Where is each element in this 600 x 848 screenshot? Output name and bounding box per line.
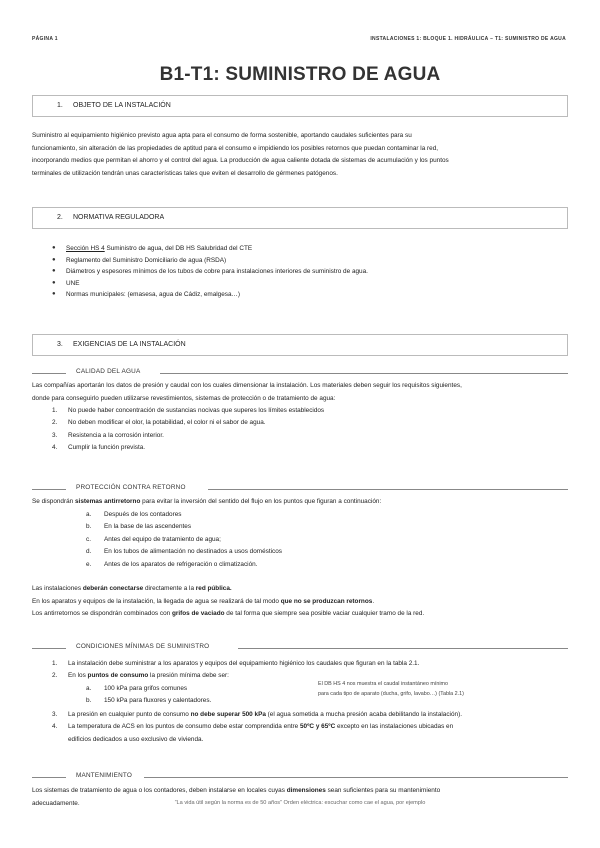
divider <box>32 648 66 649</box>
bold-text: 50ºC y 65ºC <box>299 723 336 731</box>
list-item <box>52 709 462 721</box>
list-item <box>86 509 282 521</box>
list-item-text: Resistencia a la corrosión interior. <box>68 431 164 439</box>
list-number: 4. <box>52 444 58 452</box>
text: . <box>372 597 375 605</box>
side-note-line: El DB HS 4 nos muestra el caudal instantáneo mínimo <box>318 681 449 687</box>
section-number: 1. <box>57 102 63 109</box>
list-letter: b. <box>86 697 92 705</box>
retorno-paragraphs <box>32 583 572 621</box>
list-item-text: Antes de los aparatos de refrigeración o climatización. <box>104 560 258 568</box>
retorno-line <box>32 583 572 596</box>
divider <box>160 373 568 374</box>
list-letter: c. <box>86 535 91 543</box>
text: sean suficientes para su mantenimiento <box>325 787 441 794</box>
list-letter: a. <box>86 685 92 692</box>
presion-list <box>86 683 211 708</box>
text: directamente a la <box>143 585 196 592</box>
list-letter: d. <box>86 548 92 556</box>
list-item <box>52 243 368 255</box>
subheading-retorno <box>32 484 568 494</box>
objeto-line: incorporando medios que permitan el ahorro y el control del agua. La producción de agua caliente dotada de sistemas de acumulación y los puntos <box>32 157 449 165</box>
bold-text: red pública. <box>195 585 232 592</box>
subheading-condiciones <box>32 643 568 653</box>
text: excepto en las instalaciones ubicadas en <box>335 723 454 731</box>
list-item <box>52 658 420 670</box>
text: Los sistemas de tratamiento de agua o los contadores, deben instalarse en locales cuyas <box>32 787 287 794</box>
objeto-line: Suministro al equipamiento higiénico previsto agua apta para el consumo de forma sostenible, aportando caudales suficientes para su <box>32 132 412 139</box>
bold-text: que no se produzcan retornos <box>280 597 373 605</box>
divider <box>144 777 568 778</box>
section-number: 3. <box>57 341 63 348</box>
text: Los antirretornos se dispondrán combinados con <box>32 610 172 618</box>
list-number: 2. <box>52 672 58 680</box>
list-item-text: La instalación debe suministrar a los aparatos y equipos del equipamiento higiénico los caudales que figuran en la tabla 2.1. <box>68 660 420 667</box>
divider <box>32 777 66 778</box>
text: La temperatura de ACS en los puntos de consumo debe estar comprendida entre <box>68 723 300 731</box>
list-item <box>52 405 325 417</box>
subheading-text: CALIDAD DEL AGUA <box>76 368 141 375</box>
list-item <box>86 546 282 558</box>
section-box-exigencias <box>32 334 568 356</box>
list-item-text: 100 kPa para grifos comunes <box>104 685 188 692</box>
list-item <box>52 430 324 442</box>
objeto-line: funcionamiento, sin alteración de las propiedades de aptitud para el consumo e impidiendo los posibles retornos que puedan contaminar la red, <box>32 144 439 152</box>
calidad-intro-line: donde para conseguirlo pueden utilizarse revestimientos, sistemas de protección o de tratamiento de agua: <box>32 394 336 402</box>
list-item-continuation <box>68 734 462 746</box>
list-item-text: Después de los contadores <box>104 511 182 518</box>
footnote: “La vida útil según la norma es de 50 años” Orden eléctrica: escuchar como cae el agua, por ejemplo <box>174 800 426 806</box>
section-label: OBJETO DE LA INSTALACIÓN <box>73 102 171 109</box>
list-number: 4. <box>52 723 58 731</box>
list-item-text: Suministro de agua, del DB HS Salubridad del CTE <box>104 245 253 252</box>
divider <box>238 648 568 649</box>
bold-text: deberán conectarse <box>82 585 144 592</box>
mantenimiento-line: adecuadamente. <box>32 799 80 807</box>
list-item <box>86 521 282 533</box>
bold-text: sistemas antirretorno <box>75 498 141 505</box>
text: para evitar la inversión del sentido del flujo en los puntos que figuran a continuación: <box>140 498 382 505</box>
subheading-text: CONDICIONES MÍNIMAS DE SUMINISTRO <box>76 643 210 650</box>
list-item <box>52 442 324 454</box>
list-letter: a. <box>86 511 92 518</box>
list-item <box>86 559 282 571</box>
section-label: NORMATIVA REGULADORA <box>73 214 165 221</box>
retorno-line <box>32 608 572 621</box>
bold-text: no debe superar 500 kPa <box>190 711 266 718</box>
list-letter: b. <box>86 523 92 531</box>
list-item <box>86 695 211 707</box>
list-letter: e. <box>86 560 92 568</box>
list-item: ● Normas municipales: (emasesa, agua de Cádiz, emalgesa…) <box>52 289 368 301</box>
list-item: ● Diámetros y espesores mínimos de los tubos de cobre para instalaciones interiores de suministro de agua. <box>52 266 368 278</box>
list-number: 1. <box>52 660 58 667</box>
condiciones-list-cont <box>52 709 462 746</box>
objeto-paragraph <box>32 130 572 180</box>
text: (el agua sometida a mucha presión acaba debilitando la instalación). <box>265 711 462 718</box>
text: En los <box>68 672 88 680</box>
hs4-link[interactable]: Sección HS 4 <box>66 245 105 252</box>
list-number: 1. <box>52 407 58 414</box>
list-item <box>86 683 211 695</box>
section-box-normativa <box>32 207 568 229</box>
text: Se dispondrán <box>32 498 75 505</box>
mantenimiento-paragraph <box>32 785 572 810</box>
subheading-mantenimiento <box>32 772 568 782</box>
list-item-text: En los tubos de alimentación no destinados a usos domésticos <box>104 548 282 556</box>
text: En los aparatos y equipos de la instalación, la llegada de agua se realizará de tal modo <box>32 597 281 605</box>
side-note-line: para cada tipo de aparato (ducha, grifo, lavabo…) (Tabla 2.1) <box>318 691 464 697</box>
text: de tal forma que siempre sea posible vaciar cualquier tramo de la red. <box>224 610 425 618</box>
page-title: B1-T1: SUMINISTRO DE AGUA <box>159 64 441 85</box>
document-header: INSTALACIONES 1: BLOQUE 1. HIDRÁULICA – T1: SUMINISTRO DE AGUA <box>370 36 566 42</box>
retorno-list <box>86 509 282 571</box>
text: La presión en cualquier punto de consumo <box>68 711 191 718</box>
divider <box>32 373 66 374</box>
list-item <box>86 534 282 546</box>
divider <box>32 489 66 490</box>
list-number: 2. <box>52 419 58 427</box>
list-number: 3. <box>52 431 58 439</box>
retorno-line <box>32 596 572 609</box>
list-item-text: Cumplir la función prevista. <box>68 444 146 452</box>
page-number-header: PÁGINA 1 <box>32 36 58 42</box>
calidad-intro <box>32 380 572 405</box>
list-item-text: 150 kPa para fluxores y calentadores. <box>104 697 212 705</box>
list-item-text: Antes del equipo de tratamiento de agua; <box>104 535 221 543</box>
calidad-list <box>52 405 325 455</box>
bold-text: dimensiones <box>286 787 326 794</box>
divider <box>208 489 568 490</box>
text: edificios dedicados a uso exclusivo de vivienda. <box>68 735 204 743</box>
list-item-text: En la base de las ascendentes <box>104 523 192 531</box>
list-item-text: No deben modificar el olor, la potabilidad, el color ni el sabor de agua. <box>68 419 266 427</box>
objeto-line: terminales de utilización tendrán unas características tales que eviten el desarrollo de gérmenes patógenos. <box>32 169 338 177</box>
section-label: EXIGENCIAS DE LA INSTALACIÓN <box>73 341 186 348</box>
bold-text: grifos de vaciado <box>171 610 225 618</box>
list-item: ● UNE <box>52 278 368 290</box>
list-item <box>52 417 324 429</box>
section-number: 2. <box>57 214 63 221</box>
subheading-text: PROTECCIÓN CONTRA RETORNO <box>76 484 186 491</box>
text: Las instalaciones <box>32 585 83 592</box>
bold-text: puntos de consumo <box>87 672 149 680</box>
subheading-text: MANTENIMIENTO <box>76 772 133 779</box>
side-note <box>318 679 464 699</box>
list-item <box>52 721 462 733</box>
normativa-list <box>52 243 368 301</box>
calidad-intro-line: Las compañías aportarán los datos de presión y caudal con los cuales dimensionar la instalación. Los materiales deben seguir los requisitos siguientes, <box>32 382 462 389</box>
list-item: ● Reglamento del Suministro Domiciliario de agua (RSDA) <box>52 255 368 267</box>
mantenimiento-line <box>32 785 572 798</box>
text: la presión mínima debe ser: <box>148 672 229 680</box>
list-number: 3. <box>52 711 58 718</box>
list-item-text: No puede haber concentración de sustancias nocivas que superes los límites establecidos <box>68 407 325 414</box>
subheading-calidad <box>32 368 568 378</box>
section-box-objeto <box>32 95 568 117</box>
retorno-intro <box>32 496 572 509</box>
